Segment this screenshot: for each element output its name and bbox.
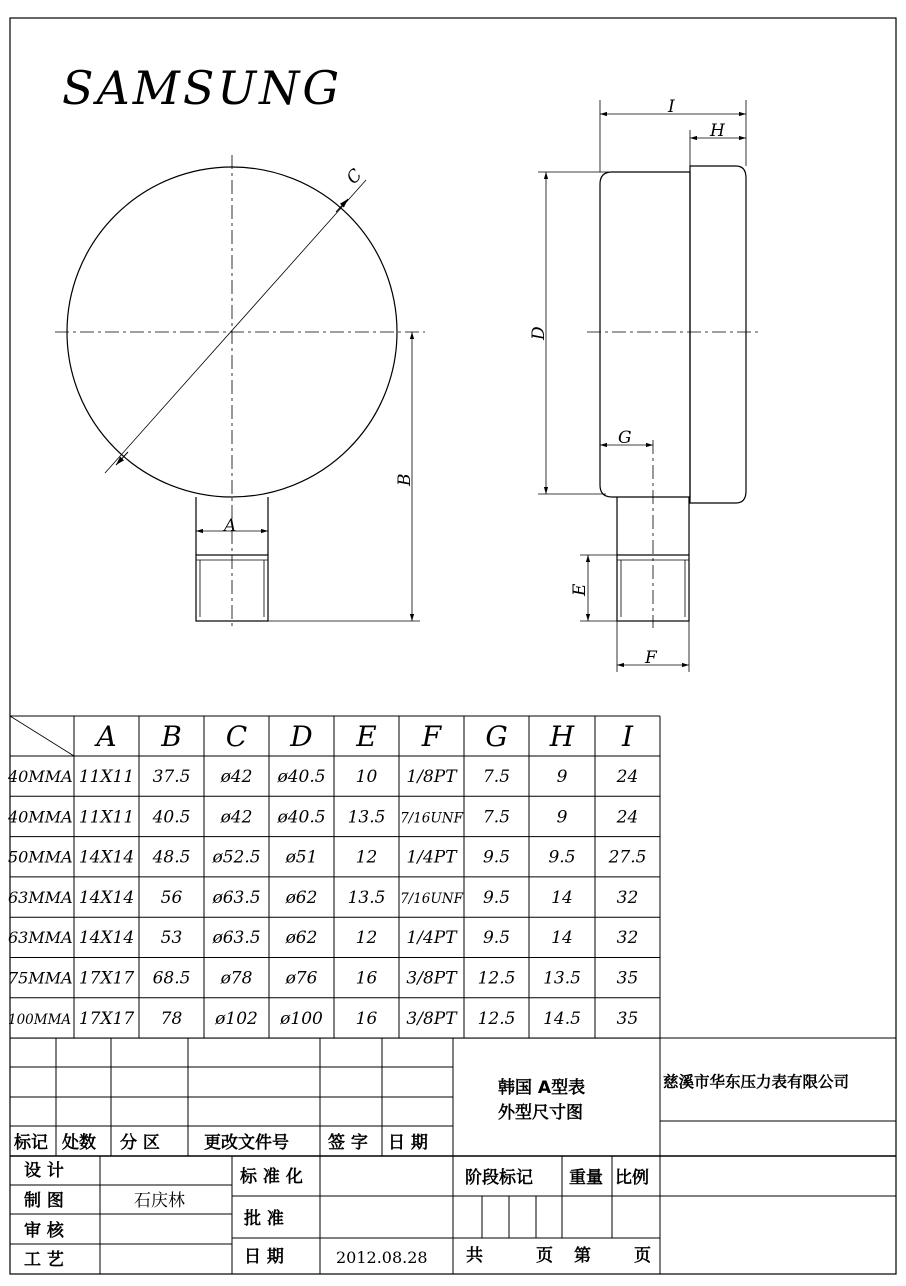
table-cell: 40.5 [152,807,191,828]
table-cell: 24 [616,767,639,787]
dim-line-C [105,180,366,473]
dim-label-E: E [570,583,590,596]
table-cell: 3/8PT [406,1008,457,1029]
label-bili: 比例 [615,1168,649,1188]
dim-label-G: G [618,428,632,448]
table-header-D: D [290,720,313,753]
table-cell: ø51 [285,847,318,868]
dim-label-F: F [645,648,657,668]
table-header-I: I [621,720,634,753]
table-model-cell: 50MMA [8,847,73,867]
dim-label-C: C [342,165,367,189]
header-genggai: 更改文件号 [204,1133,289,1153]
table-cell: 7.5 [482,767,511,787]
table-model-cell: 63MMA [8,887,73,907]
table-cell: 48.5 [152,847,191,868]
table-cell: 10 [355,767,378,787]
table-header-E: E [356,720,377,753]
table-cell: 13.5 [347,887,386,908]
table-header-F: F [421,720,442,753]
table-cell: 11X11 [78,767,135,787]
table-cell: 14X14 [78,887,135,908]
dim-label-D: D [529,326,549,340]
table-cell: 12 [355,928,378,949]
label-pizhun: 批 准 [244,1209,284,1229]
drafter-name: 石庆林 [134,1191,185,1211]
drawing-title-line1: 韩国 A型表 [498,1078,586,1098]
dimension-table [7,716,660,1038]
table-cell: 78 [160,1008,183,1029]
dim-label-B: B [395,473,415,486]
table-cell: 9.5 [482,847,511,868]
table-cell: 37.5 [152,767,191,787]
table-cell: 32 [616,928,639,949]
label-ye1: 页 [536,1246,553,1266]
company-name: 慈溪市华东压力表有限公司 [663,1073,850,1091]
table-cell: 14X14 [78,928,135,949]
table-cell: ø63.5 [212,928,261,949]
table-model-cell: 75MMA [8,968,73,988]
dim-label-I: I [668,97,675,117]
table-cell: 12 [355,847,378,868]
label-jieduan: 阶段标记 [465,1168,533,1188]
table-header-G: G [485,720,508,753]
table-cell: 17X17 [78,968,135,989]
table-cell: ø76 [285,968,318,989]
table-cell: ø40.5 [277,767,326,787]
header-chushu: 处数 [62,1133,96,1153]
table-cell: 7/16UNF [400,890,463,907]
table-header-B: B [161,720,182,753]
table-cell: 1/4PT [406,847,457,868]
table-cell: ø102 [215,1008,258,1029]
header-fenqu: 分 区 [120,1133,160,1153]
table-cell: 9 [556,767,568,787]
label-shenhe: 审 核 [24,1221,64,1241]
label-sheji: 设 计 [24,1161,64,1181]
table-cell: 3/8PT [406,968,457,989]
label-di: 第 [574,1246,591,1266]
table-cell: 14X14 [78,847,135,868]
table-cell: 35 [616,968,639,989]
label-gong: 共 [466,1246,483,1266]
dim-label-H: H [710,121,725,141]
table-header-A: A [96,720,117,753]
table-cell: 14 [551,887,573,908]
case-body [600,172,690,497]
table-cell: 35 [616,1008,639,1029]
table-cell: 7.5 [482,807,511,828]
table-model-cell: 63MMA [8,928,73,948]
table-cell: 13.5 [347,807,386,828]
table-cell: 17X17 [78,1008,135,1029]
thread-side [617,555,689,621]
table-cell: 13.5 [543,968,581,989]
table-cell: 7/16UNF [400,810,463,827]
table-cell: ø78 [220,968,253,989]
table-cell: 32 [616,887,639,908]
drawing-date: 2012.08.28 [336,1248,428,1267]
table-cell: ø42 [220,807,253,828]
table-cell: ø42 [220,767,253,787]
table-model-cell: 40MMA [8,807,73,827]
table-cell: ø40.5 [277,807,326,828]
table-cell: ø63.5 [212,887,261,908]
label-ye2: 页 [634,1246,651,1266]
title-block-text [13,1072,849,1270]
table-cell: ø62 [285,887,318,908]
brand-logo: SAMSUNG [62,61,343,115]
table-header-C: C [225,720,248,753]
table-cell: 12.5 [477,1008,516,1029]
table-cell: ø100 [280,1008,323,1029]
table-cell: 14 [551,928,573,949]
table-cell: ø62 [285,928,318,949]
header-riqi: 日 期 [388,1133,428,1153]
table-cell: 1/4PT [406,928,457,949]
table-cell: 9.5 [548,847,576,868]
label-zhongliang: 重量 [569,1168,603,1188]
table-cell: 14.5 [543,1008,581,1029]
label-gongyi: 工 艺 [24,1250,64,1270]
table-cell: 16 [355,1008,378,1029]
table-cell: 9 [556,807,568,828]
header-qianzi: 签 字 [328,1133,368,1153]
drawing-title-line2: 外型尺寸图 [498,1103,583,1123]
table-cell: 12.5 [477,968,516,989]
table-cell: 53 [160,928,183,949]
dim-label-A: A [224,516,237,536]
table-cell: 56 [160,887,183,908]
header-diagonal [10,716,74,756]
table-cell: 9.5 [482,928,511,949]
table-header-H: H [549,720,575,753]
table-model-cell: 100MMA [8,1011,72,1028]
front-view [55,155,425,628]
header-biaoji: 标记 [14,1133,48,1153]
table-model-cell: 40MMA [8,767,73,786]
bezel-ring [690,166,746,503]
table-cell: ø52.5 [212,847,261,868]
table-cell: 27.5 [608,847,647,868]
label-riqi: 日 期 [244,1247,284,1267]
table-cell: 11X11 [78,807,135,828]
table-cell: 16 [355,968,378,989]
label-biaozhunhua: 标 准 化 [240,1167,303,1187]
table-cell: 9.5 [482,887,511,908]
table-cell: 24 [616,807,639,828]
label-zhitu: 制 图 [24,1191,64,1211]
table-cell: 1/8PT [406,767,457,787]
table-cell: 68.5 [152,968,191,989]
